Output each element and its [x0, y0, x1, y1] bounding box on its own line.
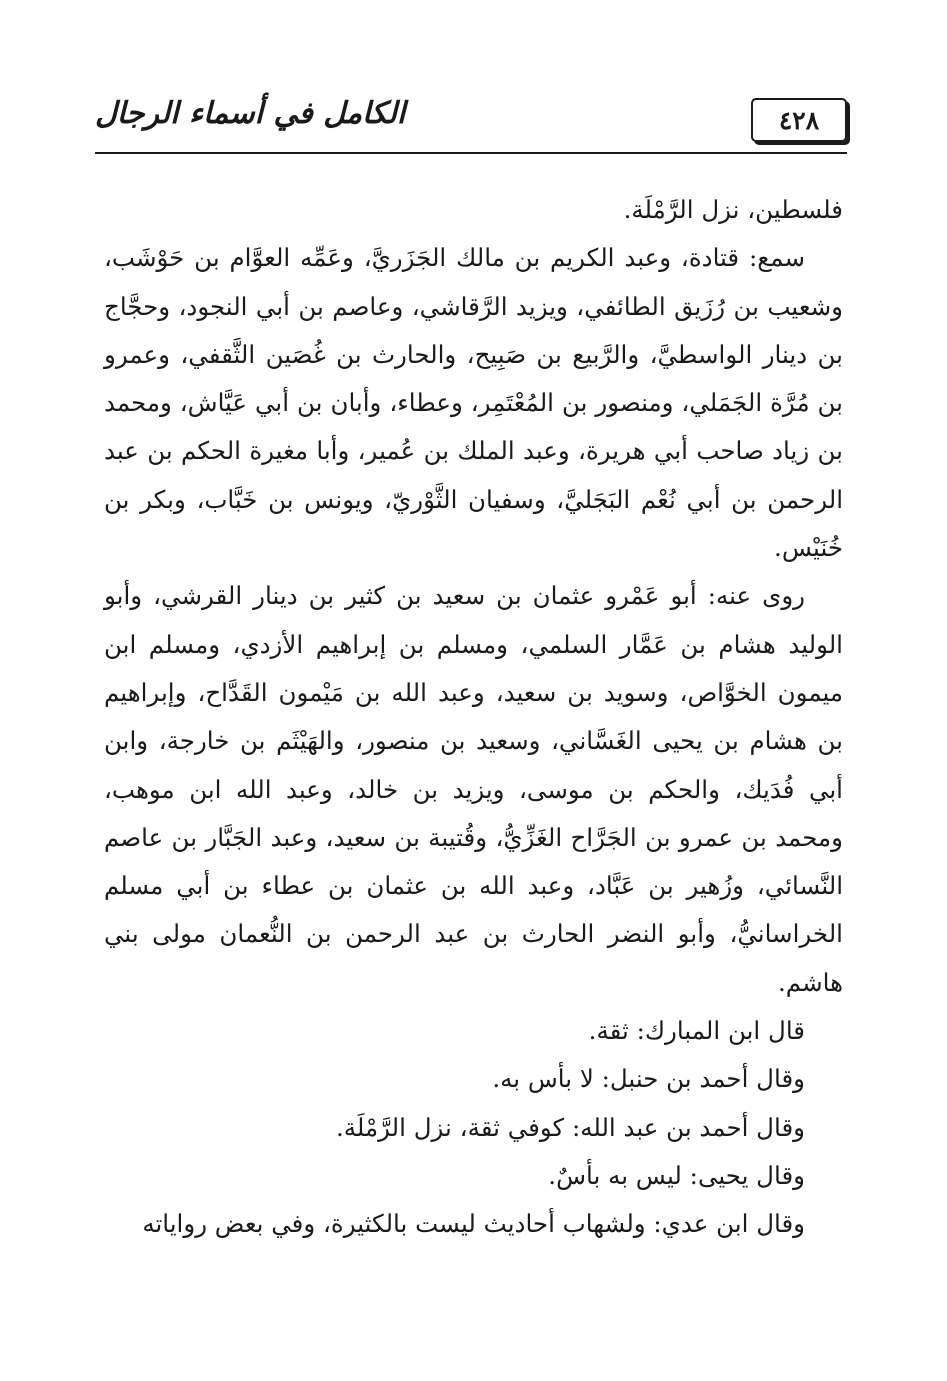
- page-header: [95, 92, 847, 154]
- header-divider: [95, 152, 847, 154]
- paragraph-quote: وقال أحمد بن حنبل: لا بأس به.: [492, 1064, 805, 1094]
- paragraph-narrated-by: روى عنه: أبو عَمْرو عثمان بن سعيد بن كثير بن دينار القرشي، وأبو الوليد هشام بن عَمَّار السلمي، ومسلم بن إبراهيم الأزدي، ومسلم ابن ميمون الخوَّاص، وسويد بن سعيد، وعبد الله بن مَيْمون القَدَّاح، وإبراهيم بن هشام بن يحيى الغَسَّاني، وسعيد بن منصور، والهَيْثَم بن خارجة، وابن أبي فُدَيك، والحكم بن موسى، ويزيد بن خالد، وعبد الله ابن موهب، ومحمد بن عمرو بن الجَرَّاح الغَزِّيُّ، وقُتيبة بن سعيد، وعبد الجَبَّار بن عاصم النَّسائي، وزُهير بن عَبَّاد، وعبد الله بن عثمان بن عطاء بن أبي مسلم الخراسانيُّ، وأبو النضر الحارث بن عبد الرحمن بن النُّعمان مولى بني هاشم.: [104, 581, 843, 997]
- paragraph-quote: قال ابن المبارك: ثقة.: [588, 1016, 805, 1046]
- page-number: ٤٢٨: [751, 98, 847, 142]
- main-text: [104, 186, 843, 1249]
- book-title: الكامل في أسماء الرجال: [95, 96, 406, 131]
- paragraph-quote: وقال أحمد بن عبد الله: كوفي ثقة، نزل الرَّمْلَة.: [336, 1112, 805, 1142]
- paragraph-quote: وقال يحيى: ليس به بأسٌ.: [548, 1160, 805, 1190]
- paragraph-intro: فلسطين، نزل الرَّمْلَة.: [623, 195, 843, 224]
- paragraph-quote: وقال ابن عدي: ولشهاب أحاديث ليست بالكثيرة، وفي بعض رواياته: [142, 1209, 805, 1239]
- paragraph-heard-from: سمع: قتادة، وعبد الكريم بن مالك الجَزَريَّ، وعَمِّه العوَّام بن حَوْشَب، وشعيب بن رُزَيق الطائفي، ويزيد الرَّقاشي، وعاصم بن أبي النجود، وحجَّاج بن دينار الواسطيَّ، والرَّبيع بن صَبِيح، والحارث بن غُصَين الثَّقفي، وعمرو بن مُرَّة الجَمَلي، ومنصور بن المُعْتَمِر، وعطاء، وأبان بن أبي عَيَّاش، ومحمد بن زياد صاحب أبي هريرة، وعبد الملك بن عُمير، وأبا مغيرة الحكم بن عبد الرحمن بن أبي نُعْم البَجَليَّ، وسفيان الثَّوْريّ، ويونس بن خَبَّاب، وبكر بن خُنَيْس.: [104, 243, 843, 563]
